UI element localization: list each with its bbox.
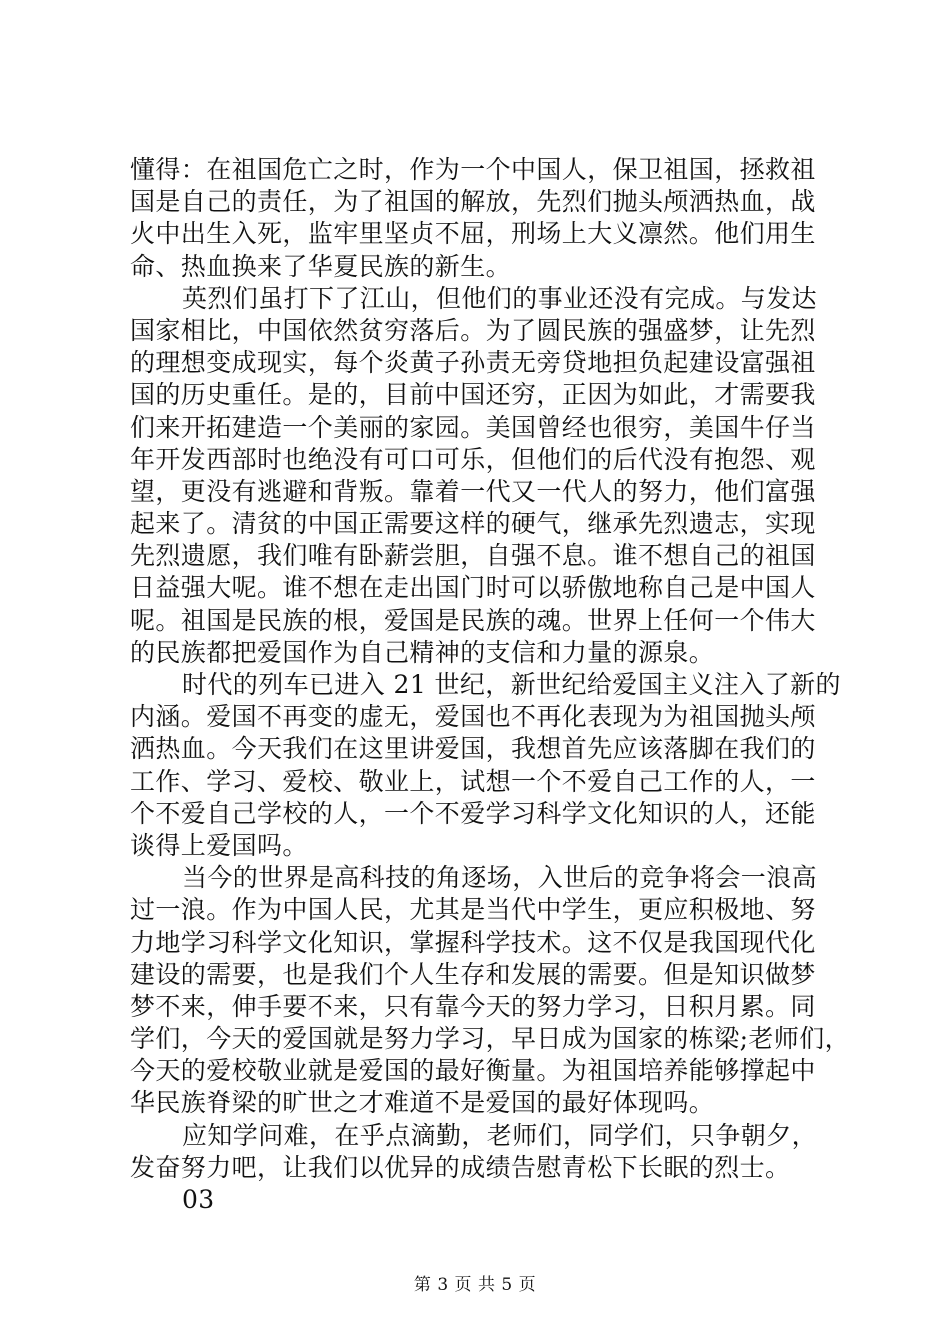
page-footer: 第 3 页 共 5 页 [413,1275,537,1295]
text-line: 时代的列车已进入 21 世纪，新世纪给爱国主义注入了新的 [182,670,841,699]
text-line: 个不爱自己学校的人，一个不爱学习科学文化知识的人，还能 [130,798,816,828]
document-body [130,154,851,1216]
text-line: 国是自己的责任，为了祖国的解放，先烈们抛头颅洒热血，战 [130,187,816,217]
text-line: 工作、学习、爱校、敬业上，试想一个不爱自己工作的人，一 [130,766,816,796]
text-line: 洒热血。今天我们在这里讲爱国，我想首先应该落脚在我们的 [130,734,816,764]
text-line: 懂得：在祖国危亡之时，作为一个中国人，保卫祖国，拯救祖 [130,155,816,184]
text-line: 应知学问难，在乎点滴勤，老师们，同学们，只争朝夕， [182,1120,818,1150]
text-line: 发奋努力吧，让我们以优异的成绩告慰青松下长眠的烈士。 [130,1152,791,1182]
text-line: 力地学习科学文化知识，掌握科学技术。这不仅是我国现代化 [130,927,816,957]
text-line: 的民族都把爱国作为自己精神的支信和力量的源泉。 [130,637,715,667]
text-line: 呢。祖国是民族的根，爱国是民族的魂。世界上任何一个伟大 [130,605,816,635]
text-line: 梦不来，伸手要不来，只有靠今天的努力学习，日积月累。同 [130,991,816,1021]
text-line: 英烈们虽打下了江山，但他们的事业还没有完成。与发达 [182,283,818,313]
text-line: 03 [182,1185,215,1214]
text-line: 命、热血换来了华夏民族的新生。 [130,251,512,281]
text-line: 华民族脊梁的旷世之才难道不是爱国的最好体现吗。 [130,1088,715,1118]
text-line: 内涵。爱国不再变的虚无，爱国也不再化表现为为祖国抛头颅 [130,702,816,732]
text-line: 火中出生入死，监牢里坚贞不屈，刑场上大义凛然。他们用生 [130,219,816,249]
text-line: 的理想变成现实，每个炎黄子孙责无旁贷地担负起建设富强祖 [130,348,816,378]
text-line: 谈得上爱国吗。 [130,830,308,860]
text-line: 当今的世界是高科技的角逐场，入世后的竞争将会一浪高 [182,863,818,893]
text-line: 日益强大呢。谁不想在走出国门时可以骄傲地称自己是中国人 [130,573,816,603]
text-line: 国的历史重任。是的，目前中国还穷，正因为如此，才需要我 [130,380,816,410]
text-line: 们来开拓建造一个美丽的家园。美国曾经也很穷，美国牛仔当 [130,412,816,442]
text-line: 学们，今天的爱国就是努力学习，早日成为国家的栋梁;老师们， [130,1024,851,1054]
text-line: 起来了。清贫的中国正需要这样的硬气，继承先烈遗志，实现 [130,509,816,539]
text-line: 今天的爱校敬业就是爱国的最好衡量。为祖国培养能够撑起中 [130,1056,816,1086]
text-line: 先烈遗愿，我们唯有卧薪尝胆，自强不息。谁不想自己的祖国 [130,541,816,571]
text-line: 年开发西部时也绝没有可口可乐，但他们的后代没有抱怨、观 [130,444,816,474]
text-line: 国家相比，中国依然贫穷落后。为了圆民族的强盛梦，让先烈 [130,315,816,345]
text-line: 望，更没有逃避和背叛。靠着一代又一代人的努力，他们富强 [130,476,816,506]
text-line: 建设的需要，也是我们个人生存和发展的需要。但是知识做梦 [130,959,816,989]
text-line: 过一浪。作为中国人民，尤其是当代中学生，更应积极地、努 [130,895,816,925]
